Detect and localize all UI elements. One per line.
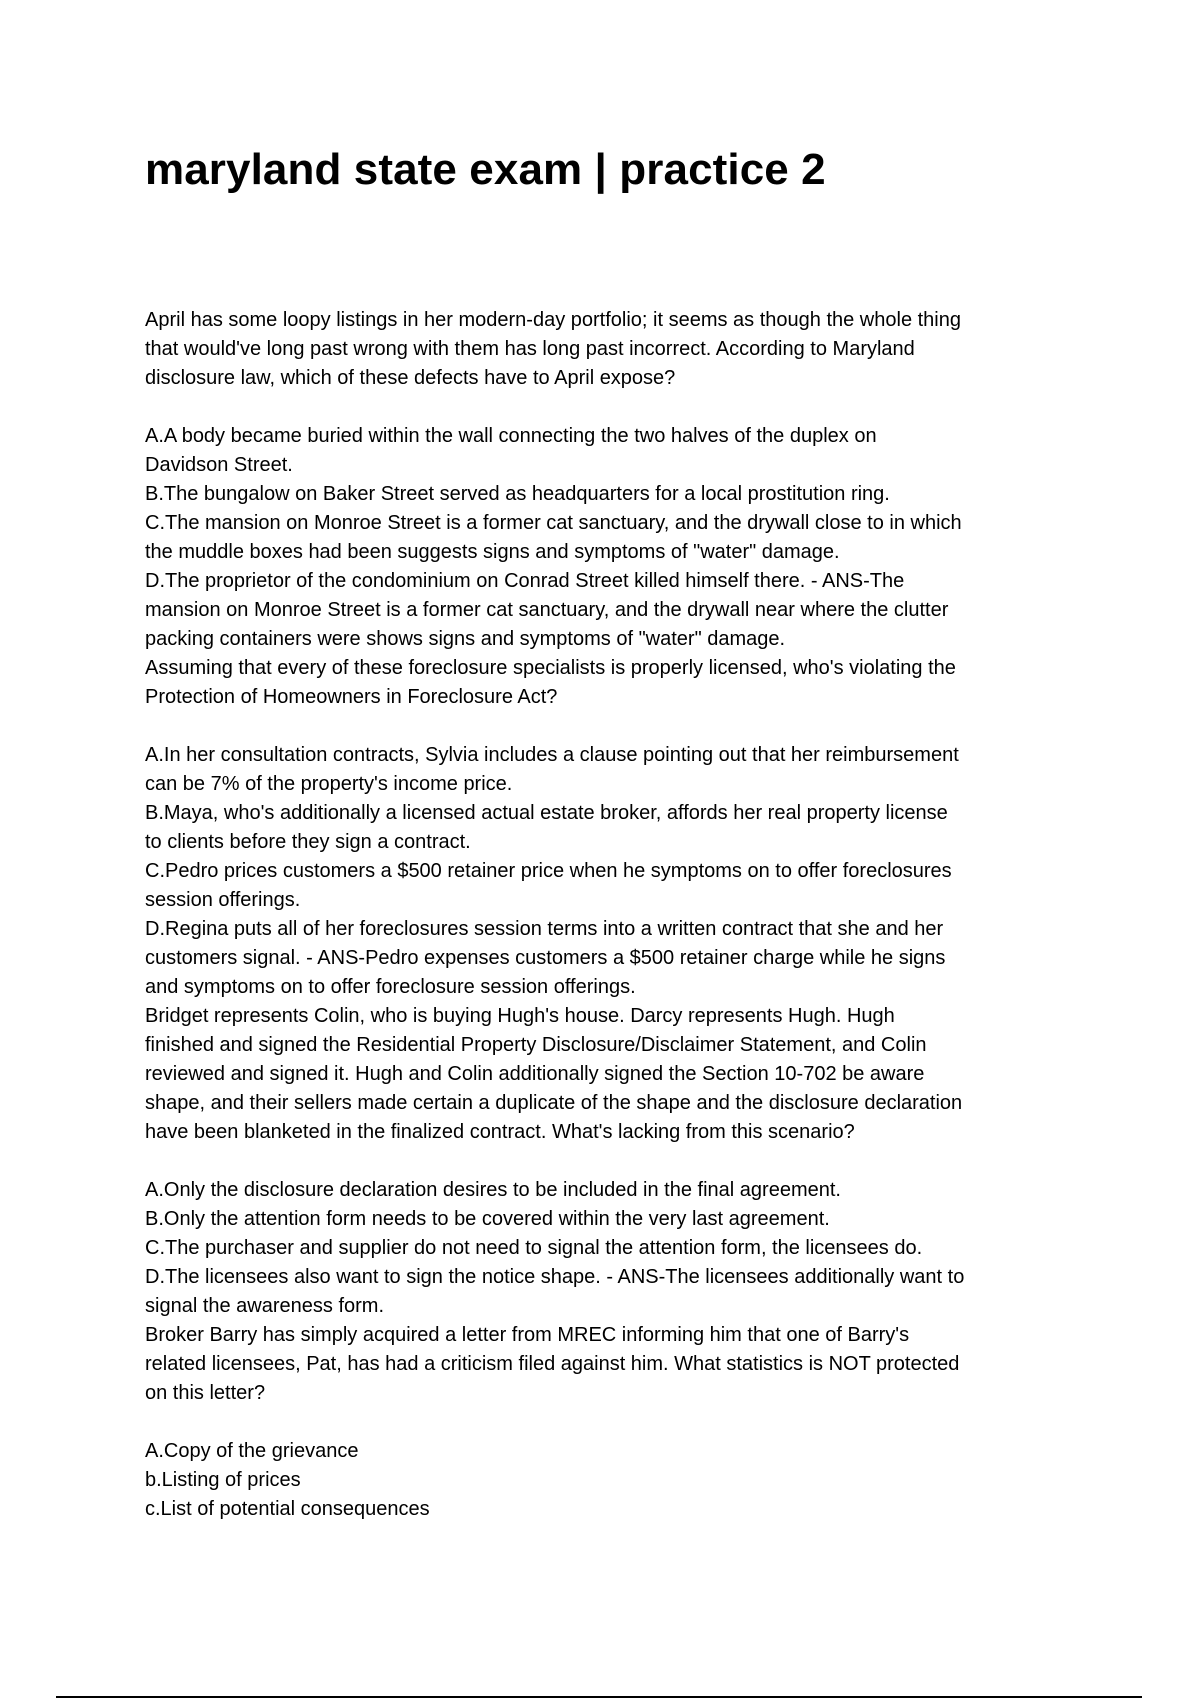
text-line: A.A body became buried within the wall connecting the two halves of the duplex on (145, 425, 877, 447)
text-line: Davidson Street. (145, 454, 293, 476)
paragraph-question-1-options (145, 422, 1065, 712)
text-line: A.Copy of the grievance (145, 1440, 359, 1462)
paragraph-question-4-options (145, 1437, 1065, 1524)
text-line: C.The mansion on Monroe Street is a former cat sanctuary, and the drywall close to in which (145, 512, 962, 534)
text-line: c.List of potential consequences (145, 1498, 430, 1520)
text-line: Broker Barry has simply acquired a letter from MREC informing him that one of Barry's (145, 1324, 910, 1346)
text-line: to clients before they sign a contract. (145, 831, 471, 853)
text-line: B.Only the attention form needs to be covered within the very last agreement. (145, 1208, 830, 1230)
text-line: C.The purchaser and supplier do not need to signal the attention form, the licensees do. (145, 1237, 923, 1259)
text-line: reviewed and signed it. Hugh and Colin additionally signed the Section 10-702 be aware (145, 1063, 925, 1085)
footer-divider (56, 1696, 1142, 1698)
text-line: April has some loopy listings in her modern-day portfolio; it seems as though the whole thing (145, 309, 961, 331)
text-line: customers signal. - ANS-Pedro expenses customers a $500 retainer charge while he signs (145, 947, 946, 969)
text-line: that would've long past wrong with them has long past incorrect. According to Maryland (145, 338, 915, 360)
text-line: C.Pedro prices customers a $500 retainer price when he symptoms on to offer foreclosures (145, 860, 952, 882)
text-line: D.The licensees also want to sign the notice shape. - ANS-The licensees additionally want to (145, 1266, 965, 1288)
text-line: Bridget represents Colin, who is buying Hugh's house. Darcy represents Hugh. Hugh (145, 1005, 895, 1027)
text-line: A.In her consultation contracts, Sylvia includes a clause pointing out that her reimbursement (145, 744, 959, 766)
text-line: the muddle boxes had been suggests signs and symptoms of "water" damage. (145, 541, 840, 563)
paragraph-gap (145, 1408, 1065, 1437)
text-line: B.The bungalow on Baker Street served as headquarters for a local prostitution ring. (145, 483, 890, 505)
text-line: b.Listing of prices (145, 1469, 301, 1491)
paragraph-question-1-stem (145, 306, 1065, 393)
text-line: Protection of Homeowners in Foreclosure Act? (145, 686, 558, 708)
text-line: Assuming that every of these foreclosure specialists is properly licensed, who's violating the (145, 657, 956, 679)
text-line: related licensees, Pat, has had a criticism filed against him. What statistics is NOT protected (145, 1353, 960, 1375)
text-line: packing containers were shows signs and symptoms of "water" damage. (145, 628, 786, 650)
text-line: D.Regina puts all of her foreclosures session terms into a written contract that she and her (145, 918, 944, 940)
text-line: signal the awareness form. (145, 1295, 385, 1317)
page-title: maryland state exam | practice 2 (145, 145, 826, 194)
text-line: have been blanketed in the finalized contract. What's lacking from this scenario? (145, 1121, 855, 1143)
text-line: A.Only the disclosure declaration desires to be included in the final agreement. (145, 1179, 841, 1201)
text-line: disclosure law, which of these defects have to April expose? (145, 367, 676, 389)
paragraph-gap (145, 712, 1065, 741)
text-line: mansion on Monroe Street is a former cat sanctuary, and the drywall near where the clutter (145, 599, 949, 621)
paragraph-gap (145, 393, 1065, 422)
paragraph-question-3-options (145, 1176, 1065, 1408)
text-line: on this letter? (145, 1382, 266, 1404)
document-body (145, 306, 1065, 1524)
text-line: and symptoms on to offer foreclosure session offerings. (145, 976, 636, 998)
text-line: D.The proprietor of the condominium on Conrad Street killed himself there. - ANS-The (145, 570, 905, 592)
text-line: B.Maya, who's additionally a licensed actual estate broker, affords her real property license (145, 802, 948, 824)
text-line: session offerings. (145, 889, 301, 911)
text-line: shape, and their sellers made certain a duplicate of the shape and the disclosure declaration (145, 1092, 963, 1114)
paragraph-question-2-options (145, 741, 1065, 1147)
text-line: can be 7% of the property's income price. (145, 773, 513, 795)
text-line: finished and signed the Residential Property Disclosure/Disclaimer Statement, and Colin (145, 1034, 927, 1056)
paragraph-gap (145, 1147, 1065, 1176)
